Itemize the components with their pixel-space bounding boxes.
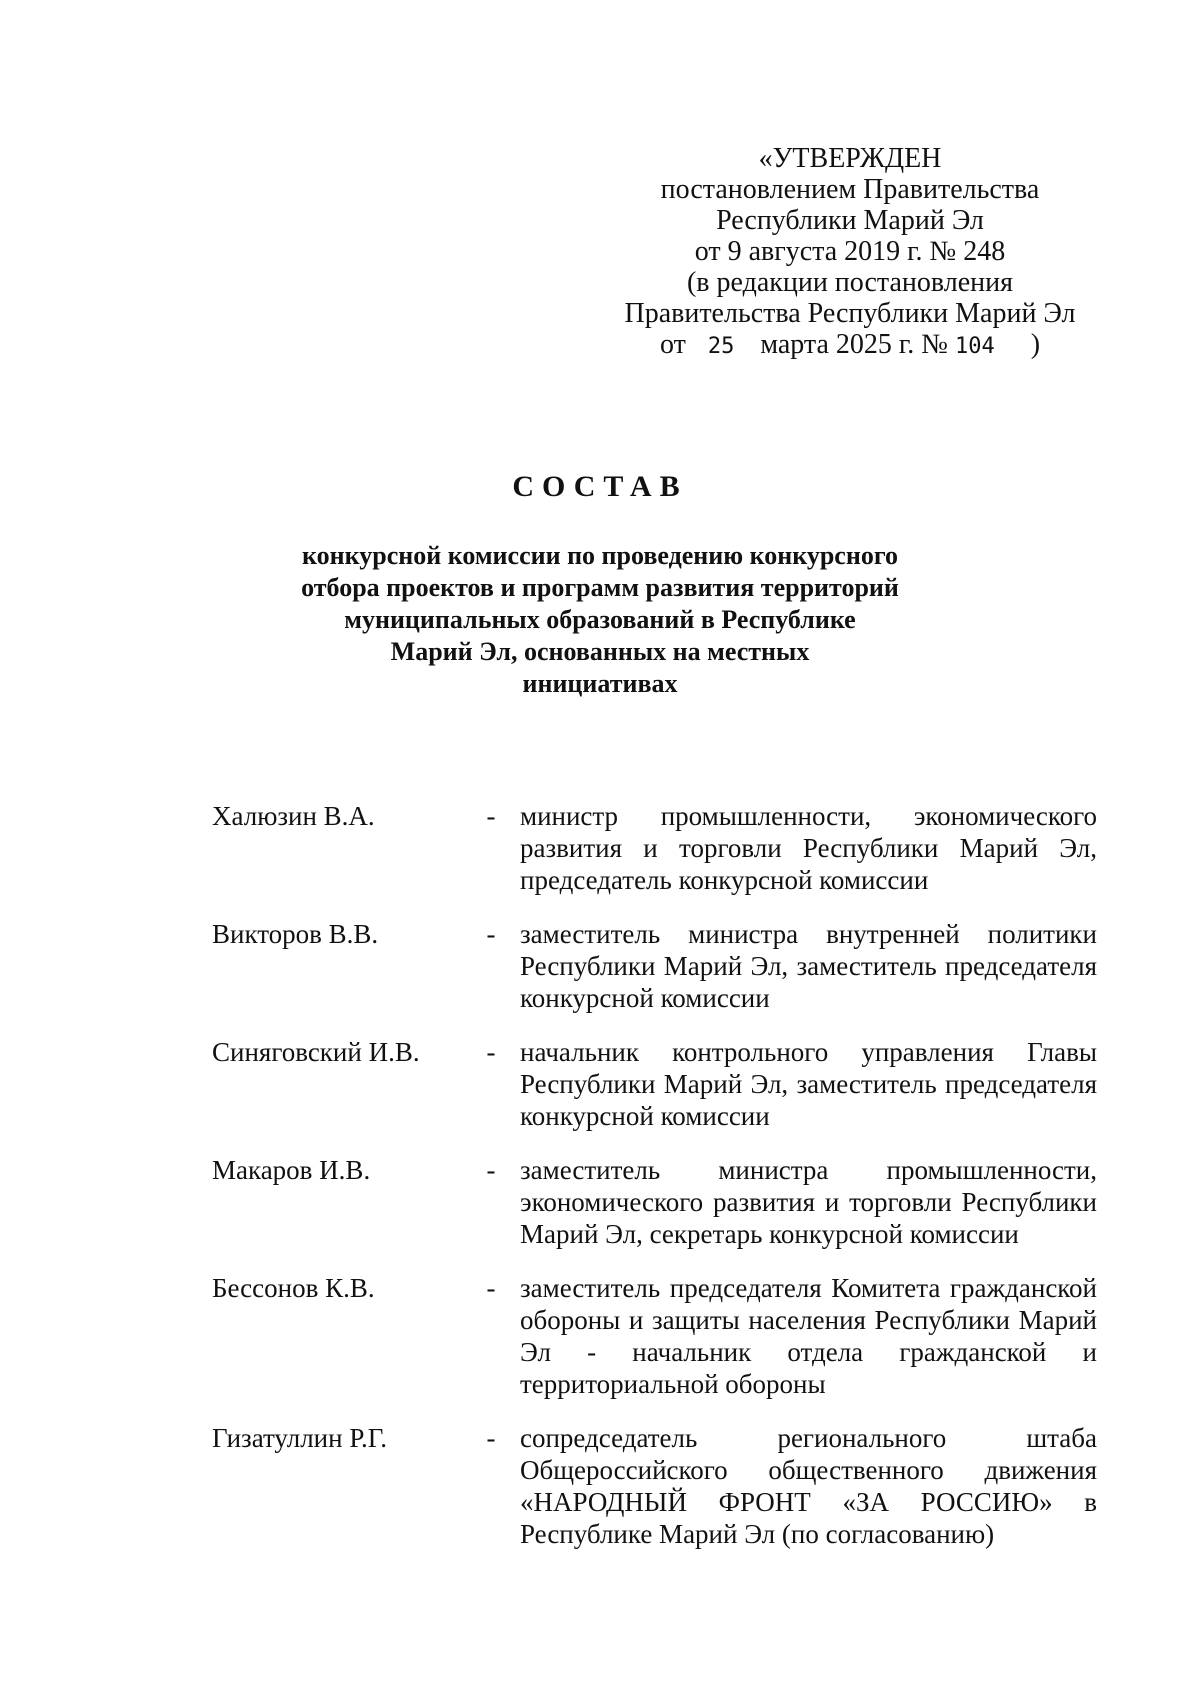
approval-line: (в редакции постановления bbox=[686, 267, 1014, 298]
member-role: министр промышленности, экономического развития и торговли Республики Марий Эл, председатель конкурсной комиссии bbox=[520, 801, 1097, 895]
member-entry bbox=[212, 1154, 1097, 1250]
member-name: Макаров И.В. bbox=[212, 1155, 371, 1185]
approval-stamp bbox=[620, 143, 1080, 362]
member-name: Бессонов К.В. bbox=[212, 1273, 375, 1303]
approval-line: постановлением Правительства bbox=[660, 174, 1040, 205]
document-title: СОСТАВ bbox=[512, 470, 688, 503]
member-entry bbox=[212, 918, 1097, 1014]
member-role: заместитель председателя Комитета гражданской обороны и защиты населения Республики Марий Эл - начальник отдела гражданской и территориальной обороны bbox=[520, 1273, 1097, 1399]
member-dash: - bbox=[486, 1037, 496, 1067]
approval-line: «УТВЕРЖДЕН bbox=[758, 143, 942, 174]
member-name: Викторов В.В. bbox=[212, 919, 379, 949]
member-entry bbox=[212, 1036, 1097, 1132]
subtitle-line: отбора проектов и программ развития территорий bbox=[301, 573, 899, 602]
member-dash: - bbox=[486, 1423, 496, 1453]
member-role: заместитель министра внутренней политики Республики Марий Эл, заместитель председателя конкурсной комиссии bbox=[520, 919, 1097, 1013]
approval-line: Правительства Республики Марий Эл bbox=[624, 298, 1076, 329]
approval-line: от 9 августа 2019 г. № 248 bbox=[694, 236, 1006, 267]
member-name: Синяговский И.В. bbox=[212, 1037, 420, 1067]
document-subtitle bbox=[300, 540, 900, 700]
approval-line: Республики Марий Эл bbox=[716, 205, 984, 236]
member-dash: - bbox=[486, 1155, 496, 1185]
member-name: Халюзин В.А. bbox=[212, 801, 375, 831]
subtitle-line: муниципальных образований в Республике bbox=[344, 605, 856, 634]
member-entry bbox=[212, 1422, 1097, 1550]
member-dash: - bbox=[486, 1273, 496, 1303]
amendment-number: 104 bbox=[954, 334, 995, 359]
members-list bbox=[212, 800, 1097, 1550]
member-role: заместитель министра промышленности, экономического развития и торговли Республики Марий Эл, секретарь конкурсной комиссии bbox=[520, 1155, 1097, 1249]
approval-amendment-date bbox=[620, 329, 1080, 362]
amendment-month-year: марта 2025 г. № bbox=[760, 329, 948, 360]
subtitle-line: Марий Эл, основанных на местных bbox=[390, 637, 810, 666]
member-name: Гизатуллин Р.Г. bbox=[212, 1423, 388, 1453]
member-role: сопредседатель регионального штаба Общероссийского общественного движения «НАРОДНЫЙ ФРОНТ «ЗА РОССИЮ» в Республике Марий Эл (по согласованию) bbox=[520, 1423, 1097, 1549]
subtitle-line: инициативах bbox=[522, 669, 678, 698]
member-entry bbox=[212, 800, 1097, 896]
member-entry bbox=[212, 1272, 1097, 1400]
subtitle-line: конкурсной комиссии по проведению конкурсного bbox=[302, 541, 898, 570]
member-role: начальник контрольного управления Главы Республики Марий Эл, заместитель председателя конкурсной комиссии bbox=[520, 1037, 1097, 1131]
amendment-prefix: от bbox=[659, 329, 686, 360]
amendment-day: 25 bbox=[707, 334, 735, 359]
member-dash: - bbox=[486, 919, 496, 949]
member-dash: - bbox=[486, 801, 496, 831]
amendment-suffix: ) bbox=[1030, 329, 1041, 360]
